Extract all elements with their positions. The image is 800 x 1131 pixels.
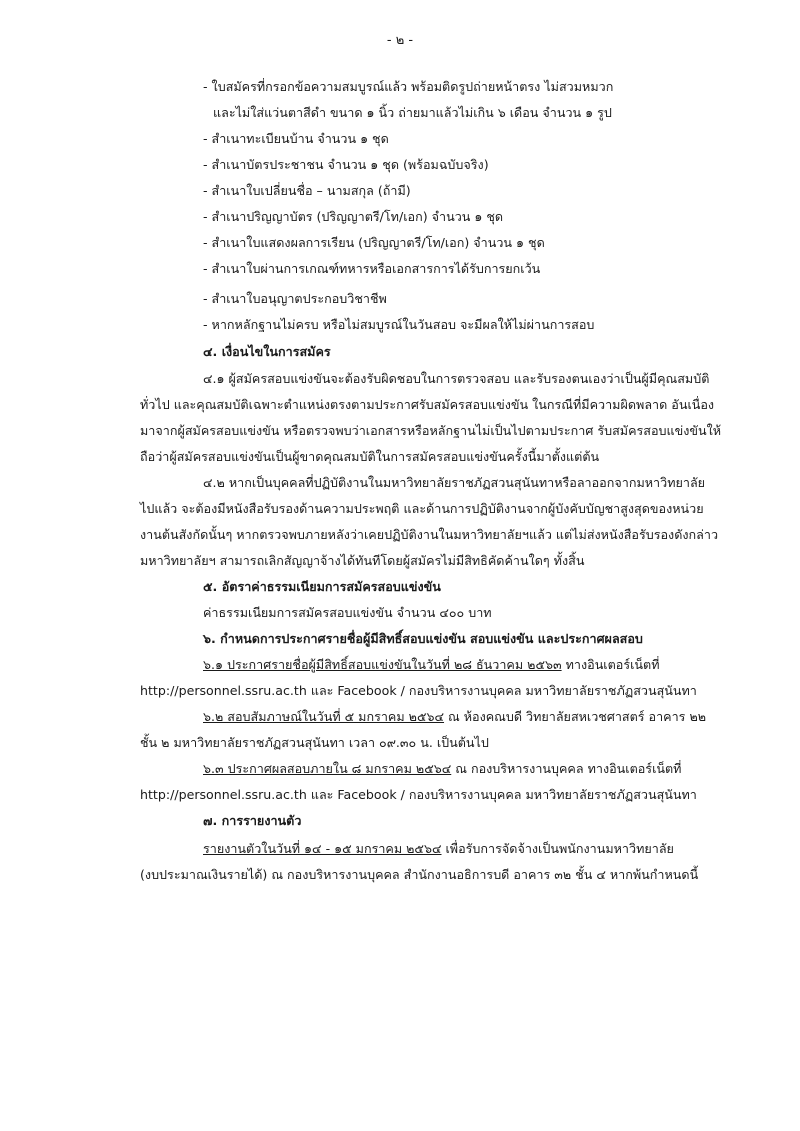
section-4-1-line: ๔.๑ ผู้สมัครสอบแข่งขันจะต้องรับผิดชอบในการตรวจสอบ และรับรองตนเองว่าเป็นผู้มีคุณสมบัติ xyxy=(203,371,710,386)
schedule-item-6-2 xyxy=(203,708,706,726)
schedule-date-underlined: ๖.๒ สอบสัมภาษณ์ในวันที่ ๕ มกราคม ๒๕๖๔ xyxy=(203,709,445,724)
report-line-continued: (งบประมาณเงินรายได้) ณ กองบริหารงานบุคคล สำนักงานอธิการบดี อาคาร ๓๒ ชั้น ๔ หากพ้นกำหนดนี้ xyxy=(140,867,699,882)
document-item: - สำเนาใบผ่านการเกณฑ์ทหารหรือเอกสารการได้รับการยกเว้น xyxy=(203,261,541,276)
schedule-date-underlined: ๖.๓ ประกาศผลสอบภายใน ๘ มกราคม ๒๕๖๔ xyxy=(203,761,452,776)
section-6-heading: ๖. กำหนดการประกาศรายชื่อผู้มีสิทธิ์สอบแข่งขัน สอบแข่งขัน และประกาศผลสอบ xyxy=(203,631,643,646)
section-4-1-line: ทั่วไป และคุณสมบัติเฉพาะตำแหน่งตรงตามประกาศรับสมัครสอบแข่งขัน ในกรณีที่มีความผิดพลาด อันเนื่อง xyxy=(140,397,715,412)
report-detail: เพื่อรับการจัดจ้างเป็นพนักงานมหาวิทยาลัย xyxy=(441,841,674,856)
document-item: - สำเนาบัตรประชาชน จำนวน ๑ ชุด (พร้อมฉบับจริง) xyxy=(203,157,489,172)
document-item-continued: และไม่ใส่แว่นตาสีดำ ขนาด ๑ นิ้ว ถ่ายมาแล้วไม่เกิน ๖ เดือน จำนวน ๑ รูป xyxy=(213,105,612,120)
document-item: - สำเนาใบแสดงผลการเรียน (ปริญญาตรี/โท/เอก) จำนวน ๑ ชุด xyxy=(203,235,545,250)
section-4-1-line: ถือว่าผู้สมัครสอบแข่งขันเป็นผู้ขาดคุณสมบัติในการสมัครสอบแข่งขันครั้งนี้มาตั้งแต่ต้น xyxy=(140,449,600,464)
schedule-item-6-1-continued: http://personnel.ssru.ac.th และ Facebook / กองบริหารงานบุคคล มหาวิทยาลัยราชภัฏสวนสุนันทา xyxy=(140,683,697,698)
document-item: - ใบสมัครที่กรอกข้อความสมบูรณ์แล้ว พร้อมติดรูปถ่ายหน้าตรง ไม่สวมหมวก xyxy=(203,79,614,94)
section-7-heading: ๗. การรายงานตัว xyxy=(203,813,302,828)
document-item: - หากหลักฐานไม่ครบ หรือไม่สมบูรณ์ในวันสอบ จะมีผลให้ไม่ผ่านการสอบ xyxy=(203,317,595,332)
document-item: - สำเนาใบเปลี่ยนชื่อ – นามสกุล (ถ้ามี) xyxy=(203,183,411,198)
schedule-detail: ณ ห้องคณบดี วิทยาลัยสหเวชศาสตร์ อาคาร ๒๒ xyxy=(444,709,707,724)
section-4-2-line: ๔.๒ หากเป็นบุคคลที่ปฏิบัติงานในมหาวิทยาลัยราชภัฏสวนสุนันทาหรือลาออกจากมหาวิทยาลัย xyxy=(203,475,706,490)
document-item: - สำเนาใบอนุญาตประกอบวิชาชีพ xyxy=(203,291,387,306)
section-4-heading: ๔. เงื่อนไขในการสมัคร xyxy=(203,344,331,359)
schedule-item-6-3 xyxy=(203,760,681,778)
schedule-detail: ณ กองบริหารงานบุคคล ทางอินเตอร์เน็ตที่ xyxy=(451,761,682,776)
schedule-detail: ทางอินเตอร์เน็ตที่ xyxy=(561,657,660,672)
schedule-date-underlined: ๖.๑ ประกาศรายชื่อผู้มีสิทธิ์สอบแข่งขันในวันที่ ๒๘ ธันวาคม ๒๕๖๓ xyxy=(203,657,562,672)
report-line xyxy=(203,840,674,858)
report-date-underlined: รายงานตัวในวันที่ ๑๔ - ๑๕ มกราคม ๒๕๖๔ xyxy=(203,841,442,856)
fee-text: ค่าธรรมเนียมการสมัครสอบแข่งขัน จำนวน ๔๐๐ บาท xyxy=(203,605,492,620)
document-item: - สำเนาปริญญาบัตร (ปริญญาตรี/โท/เอก) จำนวน ๑ ชุด xyxy=(203,209,504,224)
document-item: - สำเนาทะเบียนบ้าน จำนวน ๑ ชุด xyxy=(203,131,389,146)
section-5-heading: ๕. อัตราค่าธรรมเนียมการสมัครสอบแข่งขัน xyxy=(203,579,441,594)
section-4-2-line: ไปแล้ว จะต้องมีหนังสือรับรองด้านความประพฤติ และด้านการปฏิบัติงานจากผู้บังคับบัญชาสูงสุดของหน่วย xyxy=(140,501,704,516)
schedule-item-6-1 xyxy=(203,656,660,674)
page-number: - ๒ - xyxy=(386,33,414,48)
section-4-2-line: มหาวิทยาลัยฯ สามารถเลิกสัญญาจ้างได้ทันทีโดยผู้สมัครไม่มีสิทธิคัดค้านใดๆ ทั้งสิ้น xyxy=(140,553,585,568)
schedule-item-6-3-continued: http://personnel.ssru.ac.th และ Facebook / กองบริหารงานบุคคล มหาวิทยาลัยราชภัฏสวนสุนันทา xyxy=(140,787,697,802)
schedule-item-6-2-continued: ชั้น ๒ มหาวิทยาลัยราชภัฏสวนสุนันทา เวลา ๐๙.๓๐ น. เป็นต้นไป xyxy=(140,735,489,750)
section-4-1-line: มาจากผู้สมัครสอบแข่งขัน หรือตรวจพบว่าเอกสารหรือหลักฐานไม่เป็นไปตามประกาศ รับสมัครสอบแข่งขันให้ xyxy=(140,423,722,438)
section-4-2-line: งานต้นสังกัดนั้นๆ หากตรวจพบภายหลังว่าเคยปฏิบัติงานในมหาวิทยาลัยฯแล้ว แต่ไม่ส่งหนังสือรับรองดังกล่าว xyxy=(140,527,719,542)
